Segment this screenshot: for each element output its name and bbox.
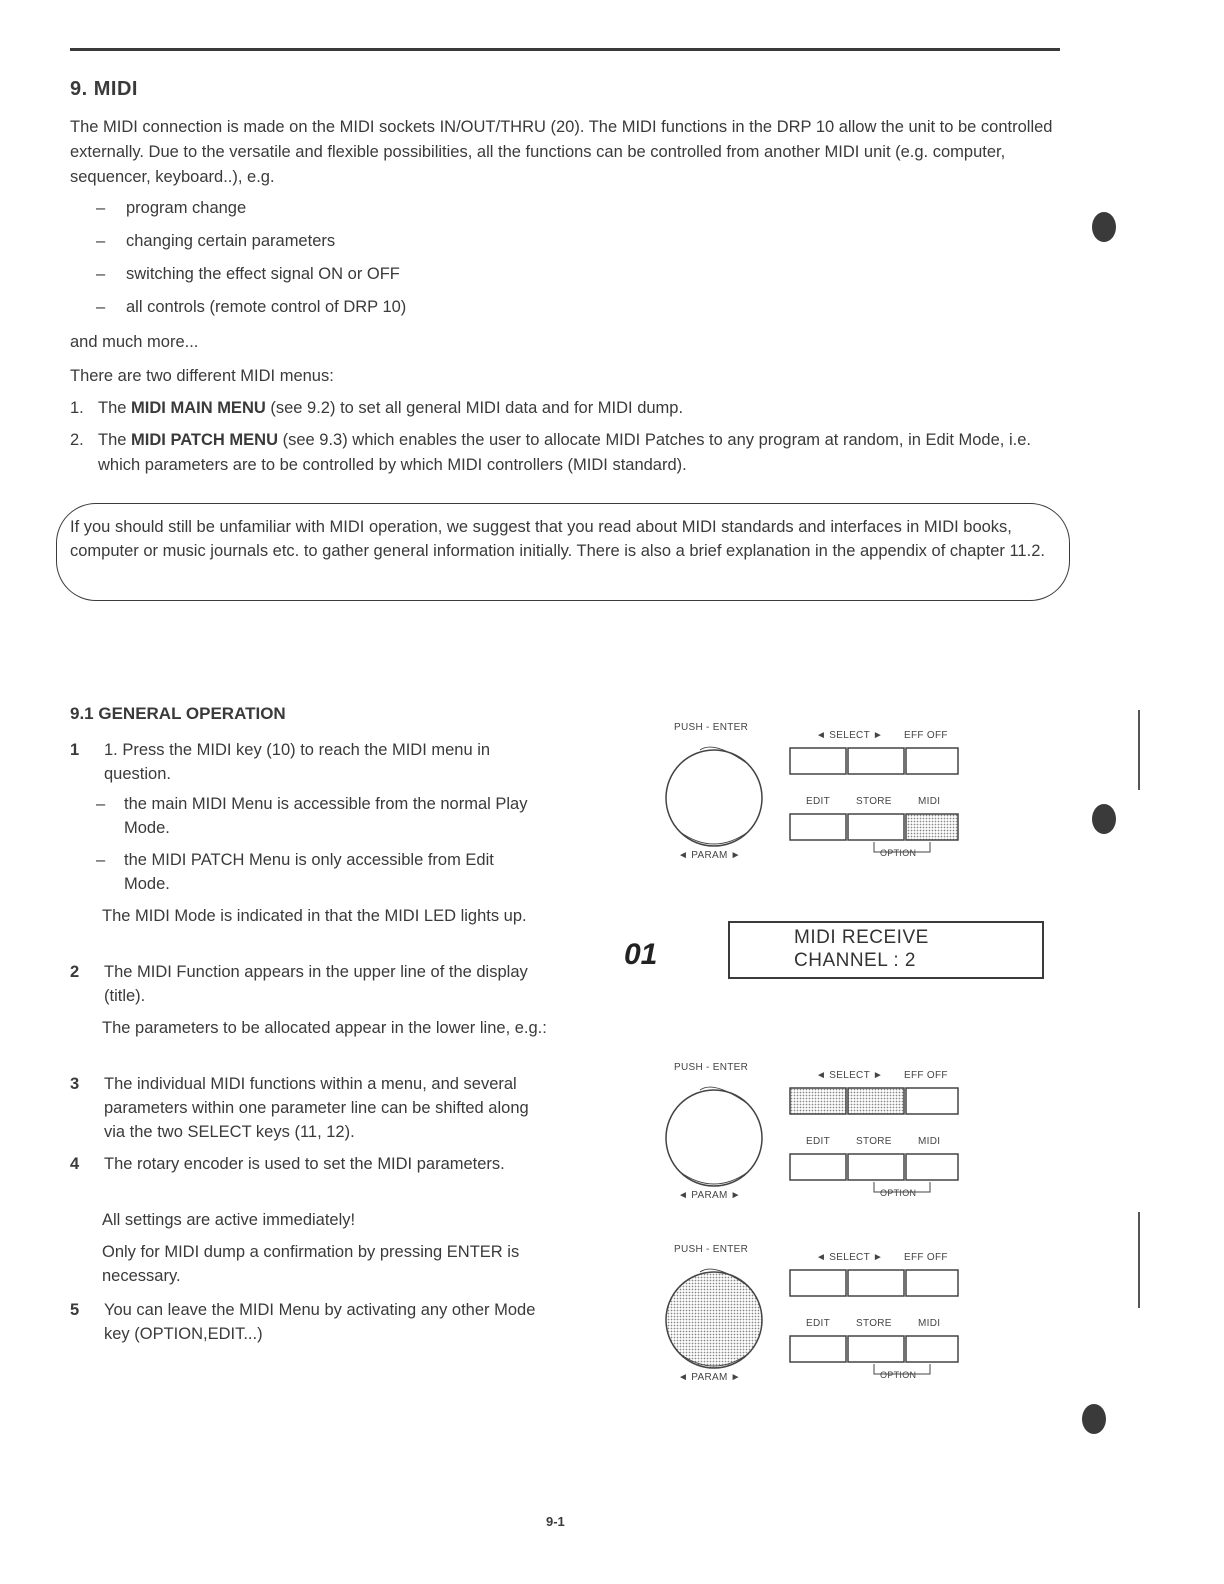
midi-label: MIDI [918,1318,941,1329]
section-heading: 9.1 GENERAL OPERATION [70,704,286,723]
intro-paragraph: The MIDI connection is made on the MIDI sockets IN/OUT/THRU (20). The MIDI functions in the DRP 10 allow the unit to be controlled externally. Due to the versatile and flexible possibilities, all the functions can be controlled from another MIDI unit (e.g. computer, sequencer, keyboard..), e.g. [70,118,1053,186]
store-key[interactable] [848,814,904,840]
margin-mark [1138,710,1140,790]
lcd-line-1: MIDI RECEIVE [794,927,929,948]
param-label: ◄ PARAM ► [678,1190,741,1201]
midi-key-pressed[interactable] [906,814,958,840]
store-label: STORE [856,796,892,807]
header-rule [70,48,1060,51]
eff-off-key[interactable] [906,1088,958,1114]
lcd-display [728,921,1044,979]
dash: – [96,795,106,813]
menu-number: 2. [70,431,84,449]
option-label: OPTION [880,1370,917,1380]
push-enter-label: PUSH - ENTER [674,1244,749,1255]
param-label: ◄ PARAM ► [678,1372,741,1383]
menu-number: 1. [70,399,84,417]
control-panel-diagram [640,712,980,872]
edit-key[interactable] [790,814,846,840]
bullet-item: – changing certain parameters [96,232,336,250]
bullet-item: – program change [96,199,247,217]
control-panel-diagram [640,1052,980,1212]
step-bullet: the MIDI PATCH Menu is only accessible from Edit Mode. [124,851,494,893]
margin-mark [1138,1212,1140,1308]
store-key[interactable] [848,1154,904,1180]
eff-off-label: EFF OFF [904,1252,948,1263]
edit-key[interactable] [790,1336,846,1362]
option-label: OPTION [880,1188,917,1198]
eff-off-label: EFF OFF [904,730,948,741]
midi-label: MIDI [918,1136,941,1147]
rotary-encoder-icon [666,1090,762,1186]
step-number: 4 [70,1155,80,1173]
step-note: The parameters to be allocated appear in the lower line, e.g.: [102,1019,547,1037]
menu-name: MIDI PATCH MENU [131,431,278,449]
menu-text-pre: The [98,399,132,417]
edit-label: EDIT [806,1136,830,1147]
step-note: Only for MIDI dump a confirmation by pressing ENTER is necessary. [102,1243,520,1285]
menu-text-post: (see 9.3) which enables the user to allocate MIDI Patches to any program at random, in Edit Mode, i.e. which parameters are to be controlled by which MIDI controllers (MIDI standard). [98,431,1031,474]
edit-label: EDIT [806,796,830,807]
much-more-text: and much more... [70,333,199,351]
control-panel-diagram [640,1234,980,1394]
select-label: ◄ SELECT ► [816,730,884,741]
midi-key[interactable] [906,1154,958,1180]
bullet-text: switching the effect signal ON or OFF [126,265,400,283]
bullet-text: all controls (remote control of DRP 10) [126,298,407,316]
chapter-heading: 9. MIDI [70,78,138,100]
store-label: STORE [856,1136,892,1147]
step-number: 5 [70,1301,80,1319]
step-bullet: the main MIDI Menu is accessible from the normal Play Mode. [124,795,528,837]
two-menus-text: There are two different MIDI menus: [70,367,334,385]
option-label: OPTION [880,848,917,858]
edit-label: EDIT [806,1318,830,1329]
select-left-key[interactable] [790,1270,846,1296]
select-left-key[interactable] [790,748,846,774]
midi-key[interactable] [906,1336,958,1362]
step-number: 2 [70,963,80,981]
push-enter-label: PUSH - ENTER [674,1062,749,1073]
binder-hole [1082,1404,1106,1434]
step-number: 3 [70,1075,80,1093]
bullet-text: program change [126,199,247,217]
select-label: ◄ SELECT ► [816,1252,884,1263]
bullet-item: – switching the effect signal ON or OFF [96,265,400,283]
store-key[interactable] [848,1336,904,1362]
dash: – [96,851,106,869]
step-display-number: 01 [624,938,658,971]
eff-off-label: EFF OFF [904,1070,948,1081]
step-number: 1 [70,741,80,759]
menu-text-post: (see 9.2) to set all general MIDI data and for MIDI dump. [265,399,684,417]
callout-text: If you should still be unfamiliar with MIDI operation, we suggest that you read about MIDI standards and interfaces in MIDI books, computer or music journals etc. to gather general information initially. There is also a brief explanation in the appendix of chapter 11.2. [70,518,1045,560]
eff-off-key[interactable] [906,748,958,774]
store-label: STORE [856,1318,892,1329]
page-number: 9-1 [546,1514,565,1529]
select-right-key[interactable] [848,748,904,774]
step-note: All settings are active immediately! [102,1211,356,1229]
eff-off-key[interactable] [906,1270,958,1296]
step-text: The MIDI Function appears in the upper line of the display (title). [104,963,528,1005]
bullet-item: – all controls (remote control of DRP 10) [96,298,407,316]
step-note: The MIDI Mode is indicated in that the MIDI LED lights up. [102,907,527,925]
edit-key[interactable] [790,1154,846,1180]
bullet-text: changing certain parameters [126,232,336,250]
step-text: The rotary encoder is used to set the MIDI parameters. [104,1155,505,1173]
select-right-key[interactable] [848,1270,904,1296]
lcd-line-2: CHANNEL : 2 [794,950,916,971]
menu-name: MIDI MAIN MENU [131,399,266,417]
step-text: The individual MIDI functions within a menu, and several parameters within one parameter line can be shifted along via the two SELECT keys (11, 12). [104,1075,529,1141]
step-text: 1. Press the MIDI key (10) to reach the MIDI menu in question. [104,741,491,783]
step-text: You can leave the MIDI Menu by activating any other Mode key (OPTION,EDIT...) [104,1301,536,1343]
param-label: ◄ PARAM ► [678,850,741,861]
menu-text-pre: The [98,431,132,449]
select-label: ◄ SELECT ► [816,1070,884,1081]
midi-label: MIDI [918,796,941,807]
binder-hole [1092,804,1116,834]
select-right-key-pressed[interactable] [848,1088,904,1114]
rotary-encoder-icon [666,750,762,846]
push-enter-label: PUSH - ENTER [674,722,749,733]
rotary-encoder-icon-pressed [666,1272,762,1368]
binder-hole [1092,212,1116,242]
select-left-key-pressed[interactable] [790,1088,846,1114]
